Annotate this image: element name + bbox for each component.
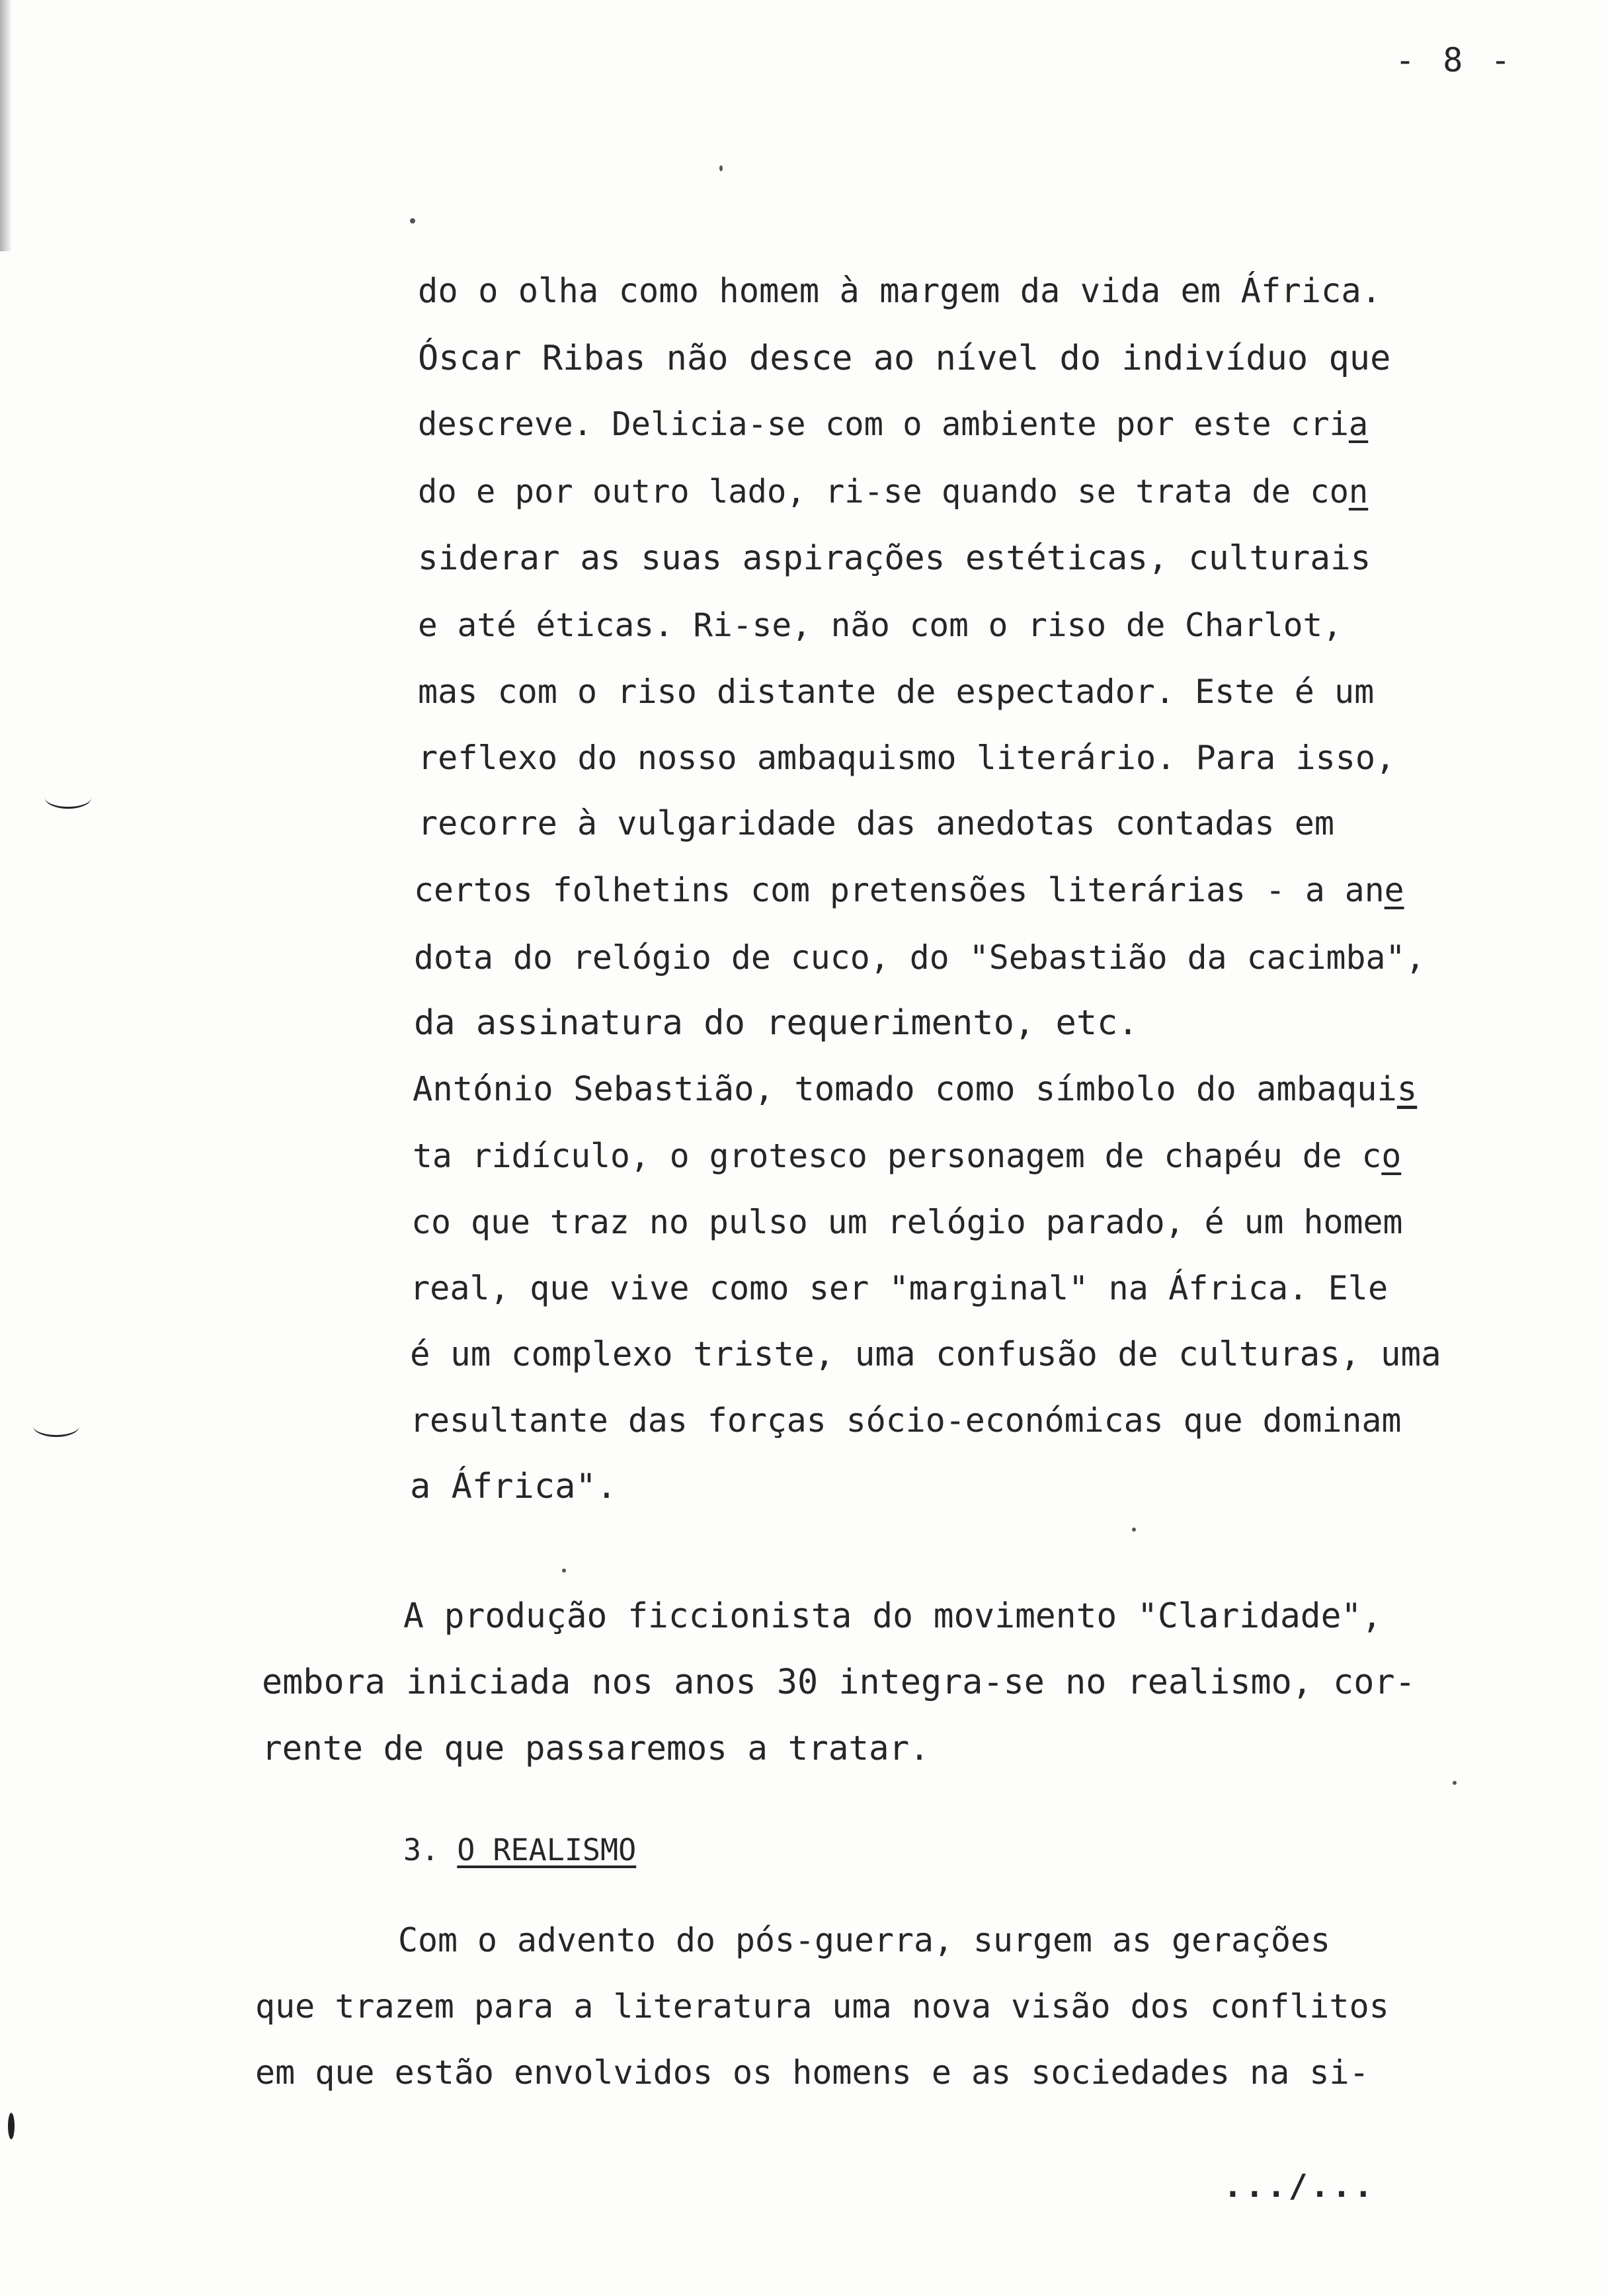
text-line: rente de que passaremos a tratar.	[262, 1729, 930, 1768]
text-line: do e por outro lado, ri-se quando se trata de con	[418, 473, 1369, 511]
text-line: da assinatura do requerimento, etc.	[414, 1003, 1139, 1043]
text-line: embora iniciada nos anos 30 integra-se no realismo, cor-	[262, 1662, 1416, 1702]
continuation-mark: .../...	[1223, 2168, 1376, 2205]
ink-dot	[8, 2113, 15, 2139]
text-line: mas com o riso distante de espectador. Este é um	[418, 673, 1375, 711]
margin-mark	[33, 1415, 79, 1437]
text-line: ta ridículo, o grotesco personagem de chapéu de co	[413, 1137, 1402, 1175]
text-line: descreve. Delicia-se com o ambiente por este cria	[418, 406, 1369, 443]
page-number: - 8 -	[1395, 41, 1515, 79]
text-line: Com o advento do pós-guerra, surgem as gerações	[398, 1921, 1330, 1959]
text-line: resultante das forças sócio-económicas que dominam	[410, 1401, 1402, 1440]
text-line: real, que vive como ser "marginal" na África. Ele	[410, 1268, 1388, 1307]
ink-dot	[562, 1569, 566, 1573]
ink-dot	[1132, 1528, 1136, 1532]
text-line: siderar as suas aspirações estéticas, culturais	[418, 539, 1371, 578]
text-line: certos folhetins com pretensões literárias - a ane	[414, 871, 1404, 909]
text-line: reflexo do nosso ambaquismo literário. Para isso,	[418, 738, 1396, 777]
text-line: a África".	[410, 1467, 618, 1506]
text-line: em que estão envolvidos os homens e as sociedades na si-	[255, 2053, 1369, 2092]
text-line: A produção ficcionista do movimento "Claridade",	[403, 1596, 1383, 1636]
section-title: O REALISMO	[457, 1832, 637, 1867]
text-line: António Sebastião, tomado como símbolo do ambaquis	[413, 1069, 1418, 1108]
text-line: recorre à vulgaridade das anedotas contadas em	[418, 804, 1335, 842]
text-line: é um complexo triste, uma confusão de culturas, uma	[410, 1334, 1441, 1374]
section-number: 3.	[403, 1832, 440, 1867]
ink-dot	[1453, 1781, 1457, 1785]
ink-dot	[410, 218, 415, 224]
text-line: dota do relógio de cuco, do "Sebastião da cacimba",	[414, 938, 1426, 977]
margin-mark	[45, 787, 91, 809]
scan-edge-shadow	[0, 0, 12, 251]
text-line: e até éticas. Ri-se, não com o riso de Charlot,	[418, 606, 1343, 644]
text-line: Óscar Ribas não desce ao nível do indivíduo que	[418, 339, 1391, 378]
text-line: que trazem para a literatura uma nova visão dos conflitos	[255, 1987, 1389, 2026]
ink-dot	[719, 165, 723, 171]
section-heading	[403, 1830, 636, 1870]
text-line: do o olha como homem à margem da vida em África.	[418, 271, 1382, 310]
text-line: co que traz no pulso um relógio parado, é um homem	[411, 1203, 1403, 1241]
